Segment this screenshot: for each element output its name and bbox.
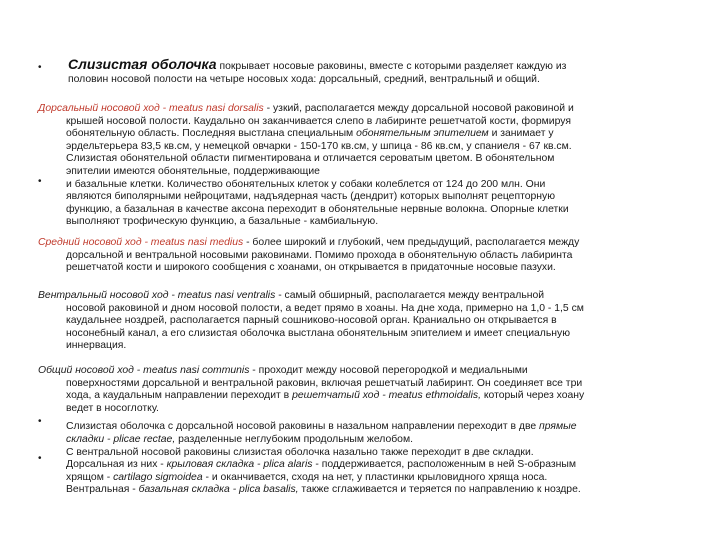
common-italic: крыловая складка - plica alaris bbox=[166, 459, 313, 471]
common-line bbox=[38, 434, 688, 447]
intro-text-1: покрывает носовые раковины, вместе с которыми разделяет каждую из bbox=[216, 61, 567, 72]
dorsal-line: выполняют трофическую функцию, а базальные - камбиальную. bbox=[66, 216, 379, 228]
ventral-line: носонебный канал, а его слизистая оболочка выстлана обонятельным эпителием и имеет специальную bbox=[66, 327, 571, 339]
dorsal-line: эпителии имеются обонятельные, поддерживающие bbox=[66, 165, 320, 177]
dorsal-line bbox=[38, 128, 688, 141]
bullet: • bbox=[38, 416, 42, 427]
common-paragraph bbox=[38, 365, 688, 497]
common-italic: складки - plicae rectae, bbox=[66, 433, 176, 445]
common-line bbox=[38, 484, 688, 497]
intro-term: Слизистая оболочка bbox=[68, 56, 217, 72]
dorsal-line: функцию, а базальная в качестве аксона переходит в обонятельные нервные волокна. Опорные клетки bbox=[66, 203, 569, 215]
bullet: • bbox=[38, 453, 42, 464]
common-text: - и оканчивается, сходя на нет, у пластинки крыловидного хряща носа. bbox=[202, 471, 548, 483]
dorsal-line: эрдельтерьера 83,5 кв.см, у немецкой овчарки - 150-170 кв.см, у шпица - 86 кв.см, у спаниеля - 67 кв.см. bbox=[66, 140, 572, 152]
common-line bbox=[38, 472, 688, 485]
ventral-line: носовой раковиной и дном носовой полости, а ведет прямо в хоаны. На дне хода, примерно на 1,0 - 1,5 см bbox=[66, 302, 584, 314]
dorsal-line: и базальные клетки. Количество обонятельных клеток у собаки колеблется от 124 до 200 млн. Они bbox=[66, 178, 546, 190]
common-italic: cartilago sigmoidea bbox=[113, 471, 203, 483]
common-text: Вентральная - bbox=[66, 484, 136, 496]
common-text: хода, а каудальным направлении переходит в bbox=[66, 390, 290, 402]
ventral-line: иннервация. bbox=[66, 340, 127, 352]
intro-paragraph bbox=[68, 58, 708, 86]
middle-line: - более широкий и глубокий, чем предыдущий, располагается между bbox=[243, 237, 580, 248]
ventral-line: - самый обширный, располагается между вентральной bbox=[275, 290, 545, 301]
dorsal-line: Слизистая обонятельной области пигментирована и отличается сероватым цветом. В обонятельном bbox=[66, 153, 555, 165]
common-italic: прямые bbox=[539, 421, 577, 433]
middle-line: дорсальной и вентральной носовыми раковинами. Помимо прохода в обонятельную область лабиринта bbox=[66, 249, 573, 261]
dorsal-text: обонятельную область. Последняя выстлана специальным bbox=[66, 128, 354, 140]
common-line: - проходит между носовой перегородкой и медиальными bbox=[249, 365, 528, 376]
dorsal-term: Дорсальный носовой ход - meatus nasi dorsalis bbox=[38, 103, 264, 114]
common-line bbox=[38, 421, 688, 434]
ventral-paragraph bbox=[38, 290, 688, 353]
common-text: - поддерживается, расположенным в ней S-образным bbox=[312, 459, 576, 471]
common-line: поверхностями дорсальной и вентральной раковин, включая решетчатый лабиринт. Он соединяет все три bbox=[66, 377, 583, 389]
dorsal-line: крышей носовой полости. Каудально он заканчивается слепо в лабиринте решетчатой кости, формируя bbox=[66, 115, 571, 127]
ventral-term: Вентральный носовой ход - meatus nasi ventralis bbox=[38, 290, 276, 301]
dorsal-text: и занимает у bbox=[491, 128, 554, 140]
dorsal-line: являются биполярными нейроцитами, надъядерная часть (дендрит) которых выполнят рецепторную bbox=[66, 191, 556, 203]
common-line bbox=[38, 390, 688, 403]
intro-text-2: половин носовой полости на четыре носовых хода: дорсальный, средний, вентральный и общий. bbox=[68, 73, 540, 85]
bullet: • bbox=[38, 62, 42, 73]
common-text: хрящом - bbox=[66, 471, 111, 483]
common-text: разделенные неглубоким продольным желобом. bbox=[175, 433, 413, 445]
common-text: Слизистая оболочка с дорсальной носовой раковины в назальном направлении переходит в две bbox=[66, 421, 537, 433]
common-italic: решетчатый ход - meatus ethmoidalis, bbox=[292, 390, 481, 402]
common-text: который через хоану bbox=[480, 390, 585, 402]
common-line: С вентральной носовой раковины слизистая оболочка назально также переходит в две складки. bbox=[66, 446, 534, 458]
common-text: Дорсальная из них - bbox=[66, 459, 164, 471]
bullet: • bbox=[38, 176, 42, 187]
dorsal-line: - узкий, располагается между дорсальной носовой раковиной и bbox=[263, 103, 574, 114]
middle-line: решетчатой кости и широкого сообщения с хоанами, он открывается в придаточные носовые пазухи. bbox=[66, 262, 556, 274]
common-line bbox=[38, 459, 688, 472]
dorsal-paragraph bbox=[38, 103, 688, 229]
common-italic: базальная складка - plica basalis, bbox=[138, 484, 299, 496]
common-line: ведет в носоглотку. bbox=[66, 402, 159, 414]
ventral-line: каудальнее ноздрей, располагается парный сошниково-носовой орган. Краниально он открывается в bbox=[66, 315, 557, 327]
middle-paragraph bbox=[38, 237, 688, 275]
common-text: также сглаживается и теряется по направлению к ноздре. bbox=[298, 484, 581, 496]
middle-term: Средний носовой ход - meatus nasi medius bbox=[38, 237, 244, 248]
dorsal-italic: обонятельным эпителием bbox=[356, 128, 489, 140]
common-term: Общий носовой ход - meatus nasi communis bbox=[38, 365, 250, 376]
